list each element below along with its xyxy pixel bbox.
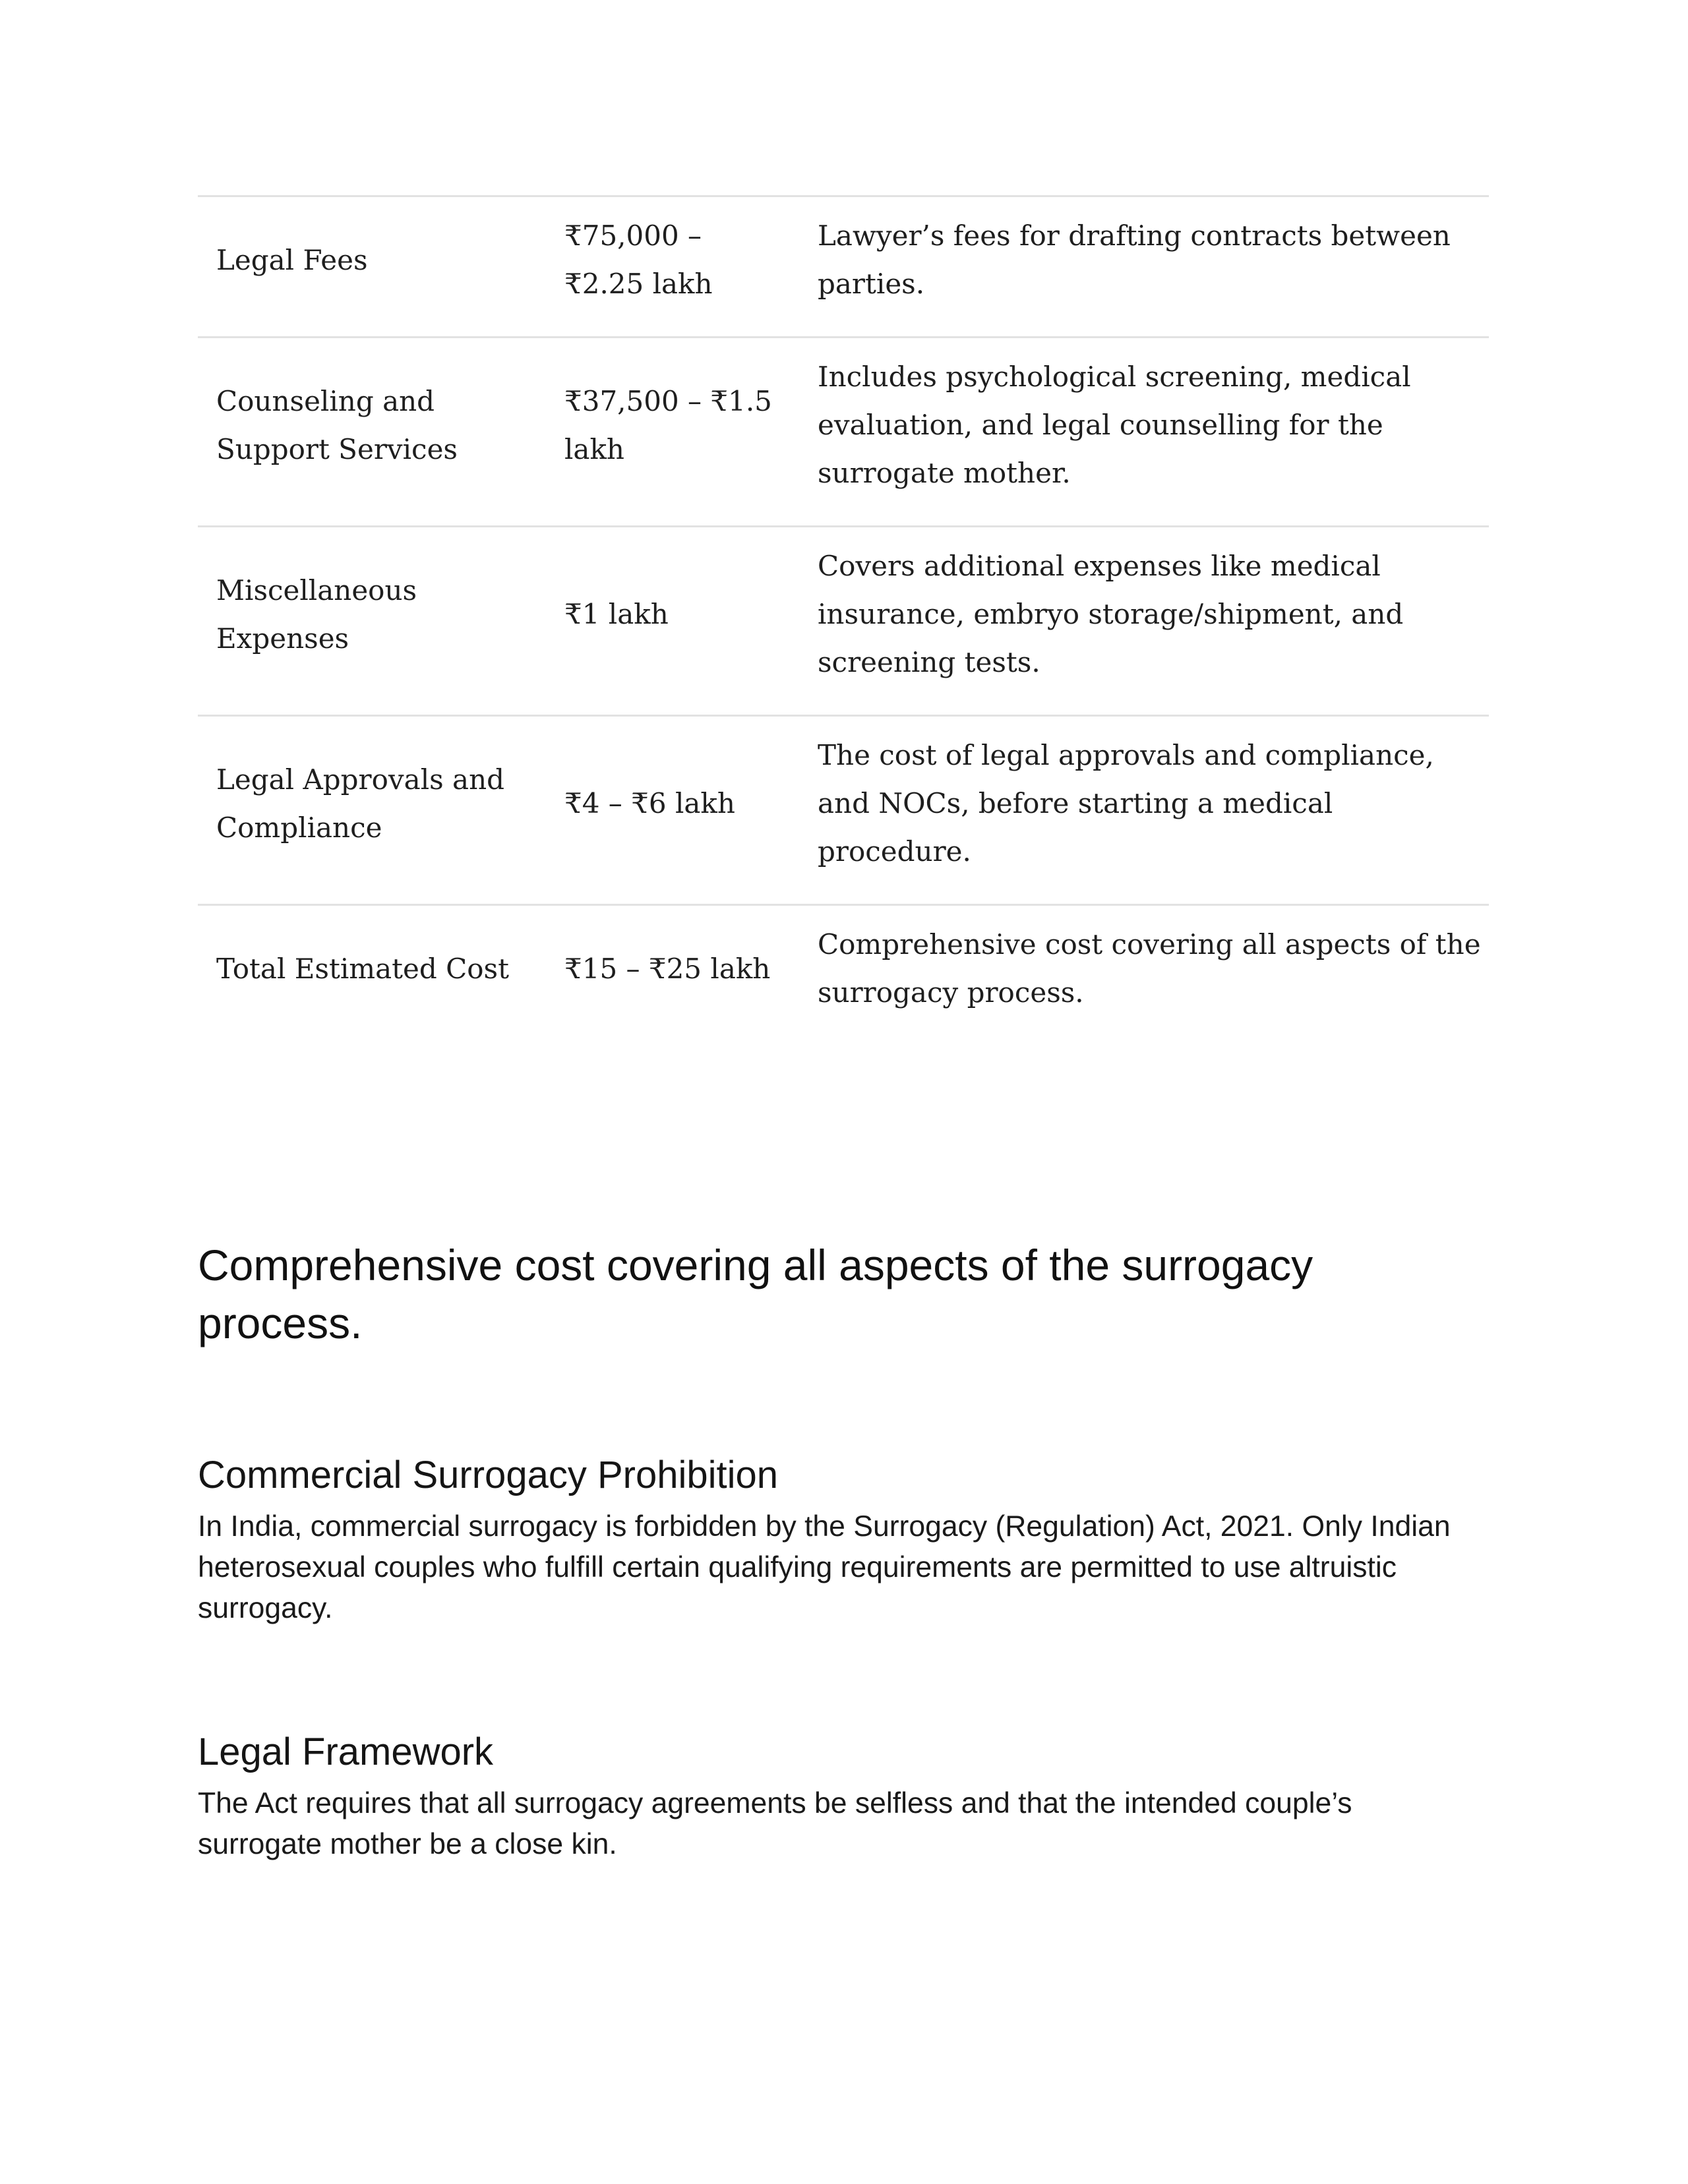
table-cell-component: Legal Fees (216, 243, 368, 276)
section-body: The Act requires that all surrogacy agreements be selfless and that the intended couple’s surrogate mother be a close kin. (198, 1787, 1352, 1860)
table-row (198, 905, 1489, 1046)
section-heading: Legal Framework (198, 1730, 494, 1773)
spacer (198, 1045, 1489, 1236)
table-row (198, 338, 1489, 527)
table-cell-description: Includes psychological screening, medical evaluation, and legal counselling for the surrogate mother. (818, 361, 1411, 489)
section-commercial-surrogacy-prohibition (198, 1451, 1489, 1629)
table-cell-component: Counseling and Support Services (216, 384, 458, 465)
section-legal-framework (198, 1728, 1489, 1865)
table-cell-component: Miscellaneous Expenses (216, 574, 417, 655)
table-cell-description: Lawyer’s fees for drafting contracts between parties. (818, 220, 1451, 300)
table-row (198, 527, 1489, 716)
section-body: In India, commercial surrogacy is forbidden by the Surrogacy (Regulation) Act, 2021. Only Indian heterosexual couples who fulfill certain qualifying requirements are permitted to use altruistic surrogacy. (198, 1510, 1451, 1624)
table-cell-description: The cost of legal approvals and compliance, and NOCs, before starting a medical procedure. (818, 739, 1434, 868)
spacer (198, 1352, 1489, 1451)
table-cell-component: Total Estimated Cost (216, 952, 509, 985)
table-cell-cost: ₹1 lakh (564, 598, 669, 630)
document-page (198, 195, 1489, 1865)
table-cell-description: Covers additional expenses like medical insurance, embryo storage/shipment, and screening tests. (818, 550, 1404, 678)
summary-heading: Comprehensive cost covering all aspects of the surrogacy process. (198, 1241, 1313, 1347)
table-cell-component: Legal Approvals and Compliance (216, 763, 505, 844)
table-cell-cost: ₹4 – ₹6 lakh (564, 787, 735, 819)
cost-table (198, 195, 1489, 1045)
table-cell-cost: ₹37,500 – ₹1.5 lakh (564, 384, 772, 465)
section-heading: Commercial Surrogacy Prohibition (198, 1454, 778, 1496)
table-cell-cost: ₹75,000 – ₹2.25 lakh (564, 220, 713, 300)
table-cell-cost: ₹15 – ₹25 lakh (564, 952, 771, 985)
table-cell-description: Comprehensive cost covering all aspects of the surrogacy process. (818, 928, 1481, 1009)
spacer (198, 1629, 1489, 1728)
table-row (198, 196, 1489, 338)
table-row (198, 716, 1489, 905)
